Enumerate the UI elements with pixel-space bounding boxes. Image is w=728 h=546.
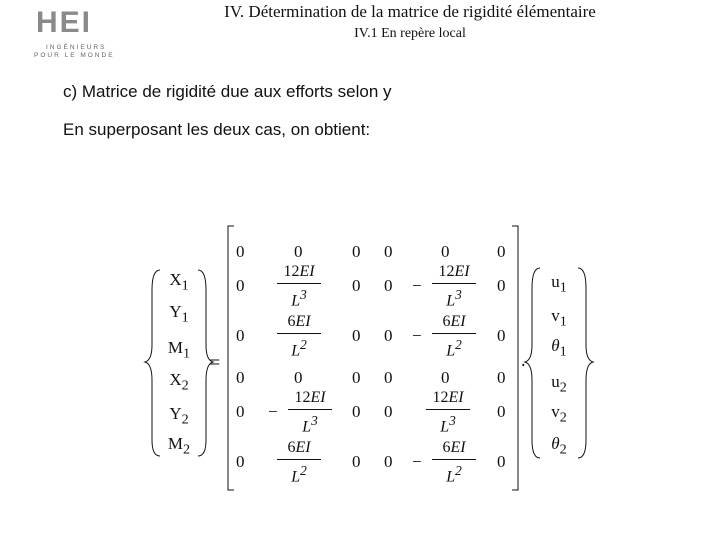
k15: 0 [441, 242, 450, 261]
force-x1: $X_1$ [169, 270, 189, 294]
disp-u2: $u_2$ [551, 372, 567, 396]
intro-text: En superposant les deux cas, on obtient: [63, 120, 371, 139]
force-x2: $X_2$ [169, 370, 189, 394]
k55: 12EI $L^3$ [418, 388, 478, 431]
disp-u1: $u_1$ [551, 272, 567, 296]
k35: 6EI $L^2$ [424, 312, 484, 355]
disp-v2: $v_2$ [551, 402, 567, 426]
k26: 0 [497, 276, 506, 295]
hei-logo [28, 6, 128, 59]
k21: 0 [236, 276, 245, 295]
k53: 0 [352, 402, 361, 421]
k16: 0 [497, 242, 506, 261]
k64: 0 [384, 452, 393, 471]
k46: 0 [497, 368, 506, 387]
section-heading: c) Matrice de rigidité due aux efforts selon y [63, 82, 392, 101]
k22: 12EI $L^3$ [269, 262, 329, 305]
k65-sign: − [412, 452, 422, 471]
slide-subtitle: IV.1 En repère local [354, 26, 466, 41]
force-m1: $M_1$ [167, 338, 191, 362]
k45: 0 [441, 368, 450, 387]
k56: 0 [497, 402, 506, 421]
k52-sign: − [268, 402, 278, 421]
k62: 6EI $L^2$ [269, 438, 329, 481]
k32: 6EI $L^2$ [269, 312, 329, 355]
k12: 0 [294, 242, 303, 261]
disp-v1: $v_1$ [551, 306, 567, 330]
k33: 0 [352, 326, 361, 345]
force-m2: $M_2$ [167, 434, 191, 458]
equals-sign: = [209, 352, 221, 374]
k51: 0 [236, 402, 245, 421]
k13: 0 [352, 242, 361, 261]
k34: 0 [384, 326, 393, 345]
k14: 0 [384, 242, 393, 261]
disp-theta1: $\theta_1$ [551, 336, 567, 360]
k25: 12EI $L^3$ [424, 262, 484, 305]
k31: 0 [236, 326, 245, 345]
k41: 0 [236, 368, 245, 387]
slide-title: IV. Détermination de la matrice de rigidité élémentaire [224, 2, 596, 21]
k63: 0 [352, 452, 361, 471]
k43: 0 [352, 368, 361, 387]
k35-sign: − [412, 326, 422, 345]
logo-tagline-1: INGÉNIEURS [46, 44, 107, 51]
k44: 0 [384, 368, 393, 387]
product-dot: . [521, 350, 526, 370]
k54: 0 [384, 402, 393, 421]
k36: 0 [497, 326, 506, 345]
force-y1: $Y_1$ [169, 302, 189, 326]
k52: 12EI $L^3$ [280, 388, 340, 431]
k11: 0 [236, 242, 245, 261]
k25-sign: − [412, 276, 422, 295]
logo-tagline-2: POUR LE MONDE [34, 52, 115, 59]
k24: 0 [384, 276, 393, 295]
k23: 0 [352, 276, 361, 295]
logo-wordmark: HEI [36, 6, 93, 39]
k42: 0 [294, 368, 303, 387]
k61: 0 [236, 452, 245, 471]
disp-theta2: $\theta_2$ [551, 434, 567, 458]
k65: 6EI $L^2$ [424, 438, 484, 481]
force-y2: $Y_2$ [169, 404, 189, 428]
k66: 0 [497, 452, 506, 471]
